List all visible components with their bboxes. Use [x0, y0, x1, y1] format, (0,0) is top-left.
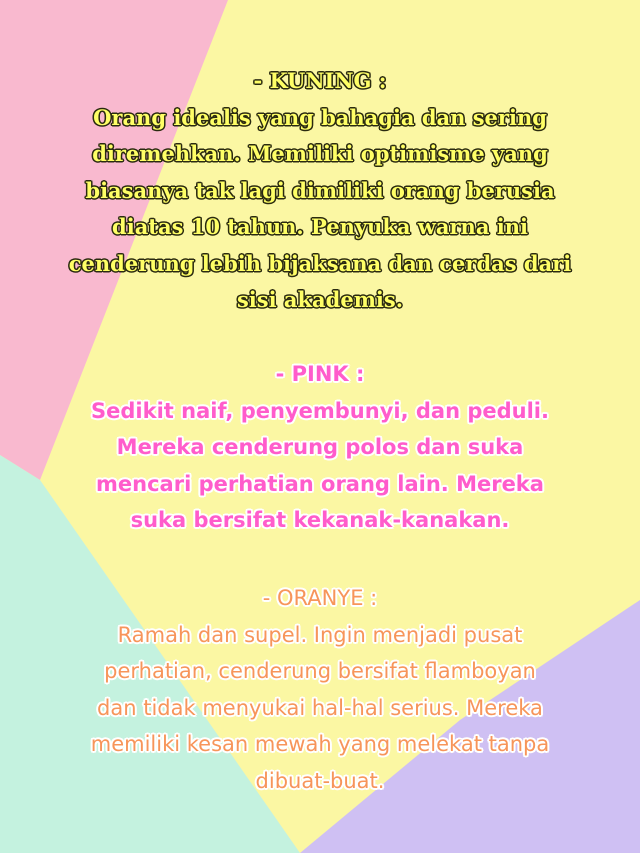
body-kuning: Orang idealis yang bahagia dan sering diremehkan. Memiliki optimisme yang biasanya tak lagi dimiliki orang berusia diatas 10 tahun. Penyuka warna ini cenderung lebih bijaksana dan cerdas dari sisi akademis.	[68, 104, 572, 312]
section-kuning	[40, 63, 600, 319]
body-oranye: Ramah dan supel. Ingin menjadi pusat perhatian, cenderung bersifat flamboyan dan tidak menyukai hal-hal serius. Mereka memiliki kesan mewah yang melekat tanpa dibuat-buat.	[90, 622, 550, 793]
heading-kuning: - KUNING :	[253, 68, 387, 93]
heading-pink: - PINK :	[275, 362, 365, 386]
section-oranye	[40, 580, 600, 799]
body-pink: Sedikit naif, penyembunyi, dan peduli. Mereka cenderung polos dan suka mencari perhatian orang lain. Mereka suka bersifat kekanak-kanakan.	[91, 398, 549, 532]
heading-oranye: - ORANYE :	[262, 586, 378, 610]
section-pink	[40, 356, 600, 539]
